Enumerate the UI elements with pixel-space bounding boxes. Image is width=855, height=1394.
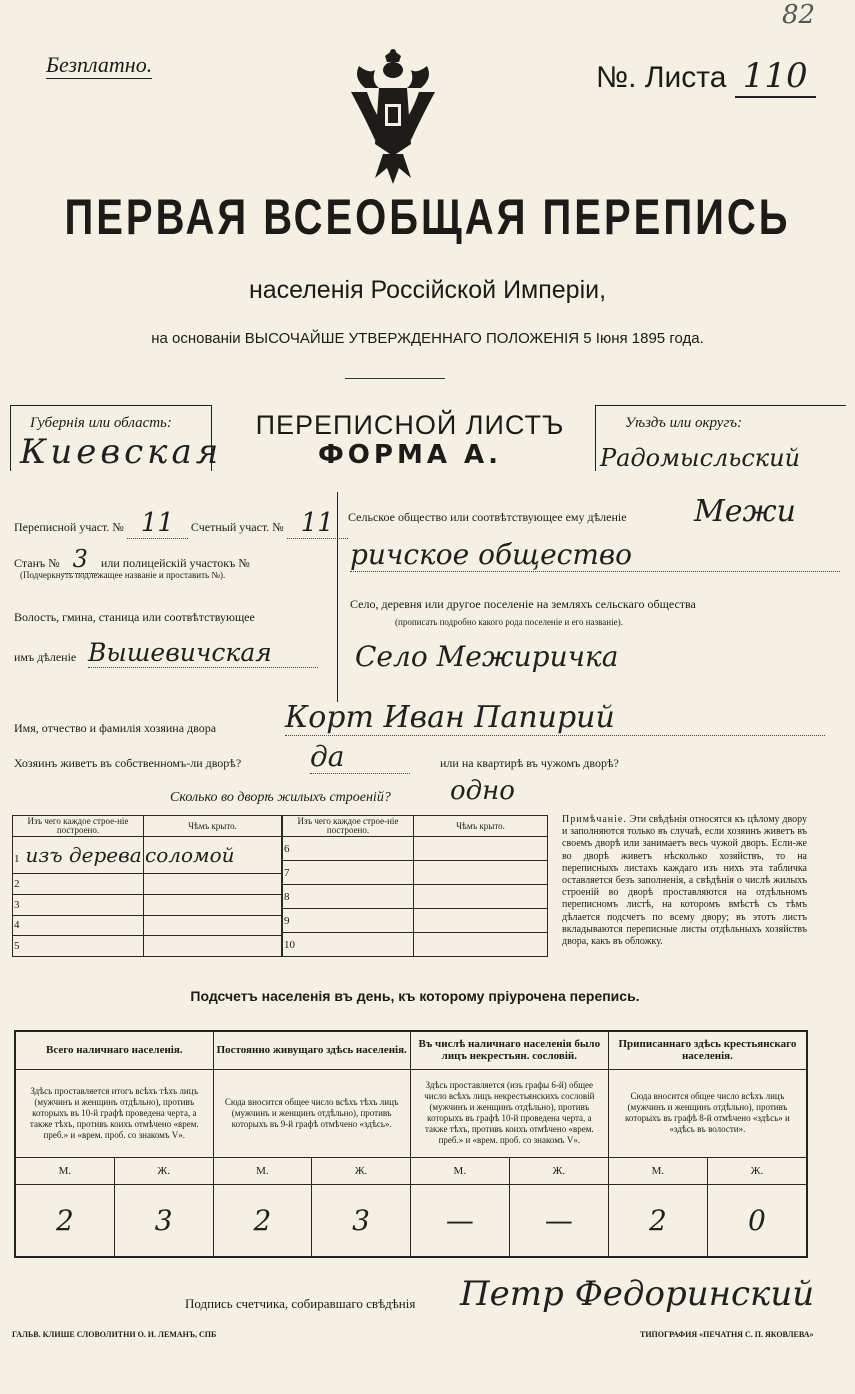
province-value: Киевская	[20, 432, 223, 472]
village-label: Село, деревня или другое поселеніе на земляхъ сельскаго общества	[350, 597, 696, 611]
permanent-female: 3	[312, 1185, 411, 1257]
building-1-roof: соломой	[144, 837, 282, 874]
owner-name-value: Корт Иван Папирий	[285, 700, 825, 736]
buildings-table	[12, 815, 548, 957]
district-value: Радомысльский	[600, 444, 801, 472]
page-title: ПЕРВАЯ ВСЕОБЩАЯ ПЕРЕПИСЬ	[64, 190, 791, 245]
enumerator-signature: Петр Федоринский	[460, 1274, 815, 1314]
owns-yard-value: да	[310, 740, 410, 774]
total-present-female: 3	[114, 1185, 213, 1257]
ornament-divider	[345, 378, 445, 379]
registered-peasant-male: 2	[608, 1185, 707, 1257]
stan-field: Станъ № 3 или полицейскій участокъ №	[14, 545, 250, 573]
stan-note: (Подчеркнуть подлежащее названіе и проставить №).	[20, 570, 226, 580]
footer-left: ГАЛЬВ. КЛИШЕ СЛОВОЛИТНИ О. И. ЛЕМАНЪ, СПБ	[12, 1330, 217, 1339]
note-block: Примѣчаніе. Эти свѣдѣнія относятся къ цѣлому двору и заполняются только въ случаѣ, если хозяинъ живетъ въ своемъ дворѣ или занимаетъ весь чужой дворъ. Если-же во дворѣ живетъ нѣсколько хозяйствъ, то на переписныхъ листахъ каждаго изъ нихъ эта табличка оставляется безъ заполненія, а свѣдѣнія о числѣ жилыхъ строеній во дворѣ проставляются на отдѣльномъ переписномъ листѣ, на которомъ вмѣстѣ съ тѣмъ дѣлается подсчетъ по всему двору; въ этотъ листъ вкладываются переписные листы отдѣльныхъ хозяйствъ двора, какъ въ обложку.	[562, 814, 808, 948]
province-label: Губернія или область:	[30, 415, 172, 431]
society-label: Сельское общество или соотвѣтствующее ему дѣленіе	[348, 510, 627, 524]
basis-line: на основаніи ВЫСОЧАЙШЕ УТВЕРЖДЕННАГО ПОЛОЖЕНІЯ 5 Іюня 1895 года.	[151, 330, 704, 347]
form-title: ПЕРЕПИСНОЙ ЛИСТЪ	[255, 410, 565, 440]
district-label: Уѣздъ или округъ:	[625, 415, 743, 431]
sheet-number-value: 110	[735, 56, 816, 98]
signature-label: Подпись счетчика, собиравшаго свѣдѣнія	[185, 1296, 416, 1311]
sheet-number-label: №. Листа	[596, 61, 727, 94]
volost-value: Вышевичская	[88, 638, 318, 668]
rent-label: или на квартирѣ въ чужомъ дворѣ?	[440, 756, 619, 770]
sheet-number	[596, 56, 816, 96]
non-peasant-male: —	[410, 1185, 509, 1257]
page-subtitle: населенія Россійской Имперіи,	[248, 276, 607, 304]
population-heading: Подсчетъ населенія въ день, къ которому пріурочена перепись.	[190, 988, 640, 1004]
free-label: Безплатно.	[46, 52, 153, 77]
form-label: ФОРМА А.	[318, 440, 502, 470]
permanent-male: 2	[213, 1185, 312, 1257]
total-present-male: 2	[15, 1185, 114, 1257]
buildings-count-value: одно	[450, 776, 515, 806]
society-value-2: ричское общество	[350, 538, 840, 572]
owns-yard-label: Хозяинъ живетъ въ собственномъ-ли дворѣ?	[14, 756, 242, 770]
buildings-table-right: Изъ чего каждое строе-ніе построено. Чѣмъ крыто. 6 7 8 9 10	[282, 815, 548, 957]
double-headed-eagle-emblem	[345, 48, 441, 188]
volost-label-2: имъ дѣленіе	[14, 650, 77, 664]
archive-number: 82	[782, 0, 816, 30]
village-note: (прописать подробно какого рода поселеніе и его названіе).	[395, 617, 623, 627]
buildings-table-left: Изъ чего каждое строе-ніе построено. Чѣмъ крыто. 1 изъ дерева соломой 2 3 4 5	[12, 815, 282, 957]
registered-peasant-female: 0	[707, 1185, 807, 1257]
footer-right: ТИПОГРАФИЯ «ПЕЧАТНЯ С. П. ЯКОВЛЕВА»	[640, 1330, 814, 1339]
owner-name-label: Имя, отчество и фамилія хозяина двора	[14, 721, 217, 735]
village-value: Село Межиричка	[355, 640, 619, 673]
society-value-1: Межи	[694, 494, 796, 529]
non-peasant-female: —	[509, 1185, 608, 1257]
building-1-material: изъ дерева	[25, 843, 142, 868]
buildings-count-label: Сколько во дворѣ жилыхъ строеній?	[170, 790, 391, 805]
census-district: Переписной участ. № 11 Счетный участ. № 11	[14, 508, 348, 538]
volost-label: Волость, гмина, станица или соотвѣтствующее	[14, 610, 255, 624]
population-table: Всего наличнаго населенія. Постоянно живущаго здѣсь населенія. Въ числѣ наличнаго населенія было лицъ некрестьян. сословій. Приписаннаго здѣсь крестьянскаго населенія. Здѣсь проставляется итогъ всѣхъ тѣхъ лицъ (мужчинъ и женщинъ отдѣльно), противъ которыхъ въ 10-й графѣ проведена черта, а также тѣхъ, противъ коихъ отмѣчено «врем. преб.» и «врем. проб. со знакомъ V». Сюда вносится общее число всѣхъ тѣхъ лицъ (мужчинъ и женщинъ отдѣльно), противъ которыхъ въ 9-й графѣ отмѣчено «здѣсь». Здѣсь проставляется (изъ графы 6-й) общее число всѣхъ лицъ некрестьянскихъ сословій (мужчинъ и женщинъ отдѣльно), противъ которыхъ въ графѣ 10-й проведена черта, а также тѣхъ, противъ коихъ отмѣчено «врем. преб.» и «врем. проб. со знакомъ V». Сюда вносится общее число всѣхъ лицъ (мужчинъ и женщинъ отдѣльно), противъ которыхъ въ графѣ 8-й отмѣчено «здѣсь» и «здѣсь въ волости». М. Ж. М. Ж. М. Ж. М. Ж. 2 3 2 3 — — 2 0	[14, 1030, 808, 1258]
